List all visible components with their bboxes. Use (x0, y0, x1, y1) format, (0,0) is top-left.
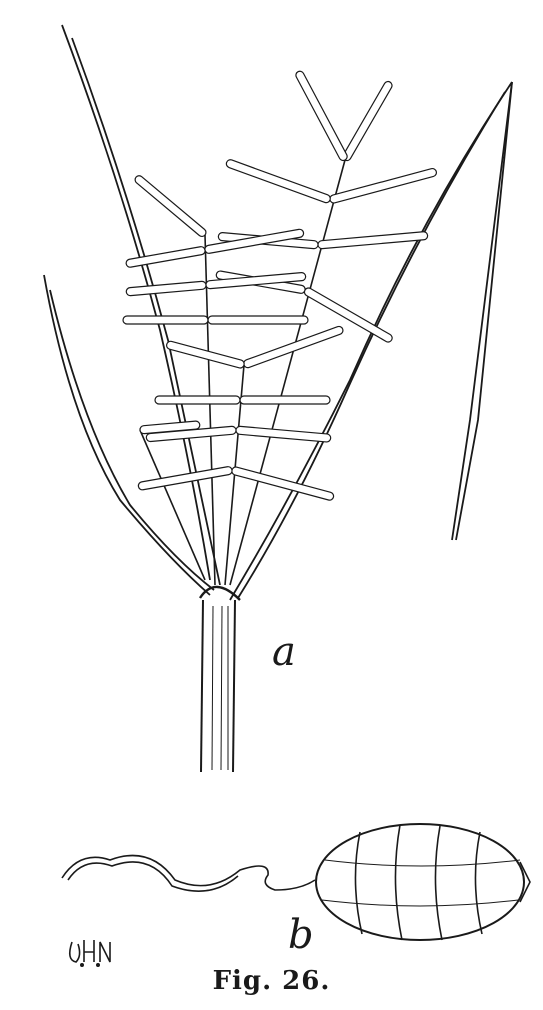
artist-signature (70, 940, 110, 966)
figure-caption: Fig. 26. (212, 966, 331, 996)
panel-a-leaves (44, 25, 512, 600)
panel-b-label: b (288, 912, 314, 958)
panel-a-label: a (272, 629, 296, 675)
panel-a-rachises (140, 160, 345, 585)
panel-a-stem (201, 600, 235, 772)
panel-a-spikes (123, 70, 437, 501)
